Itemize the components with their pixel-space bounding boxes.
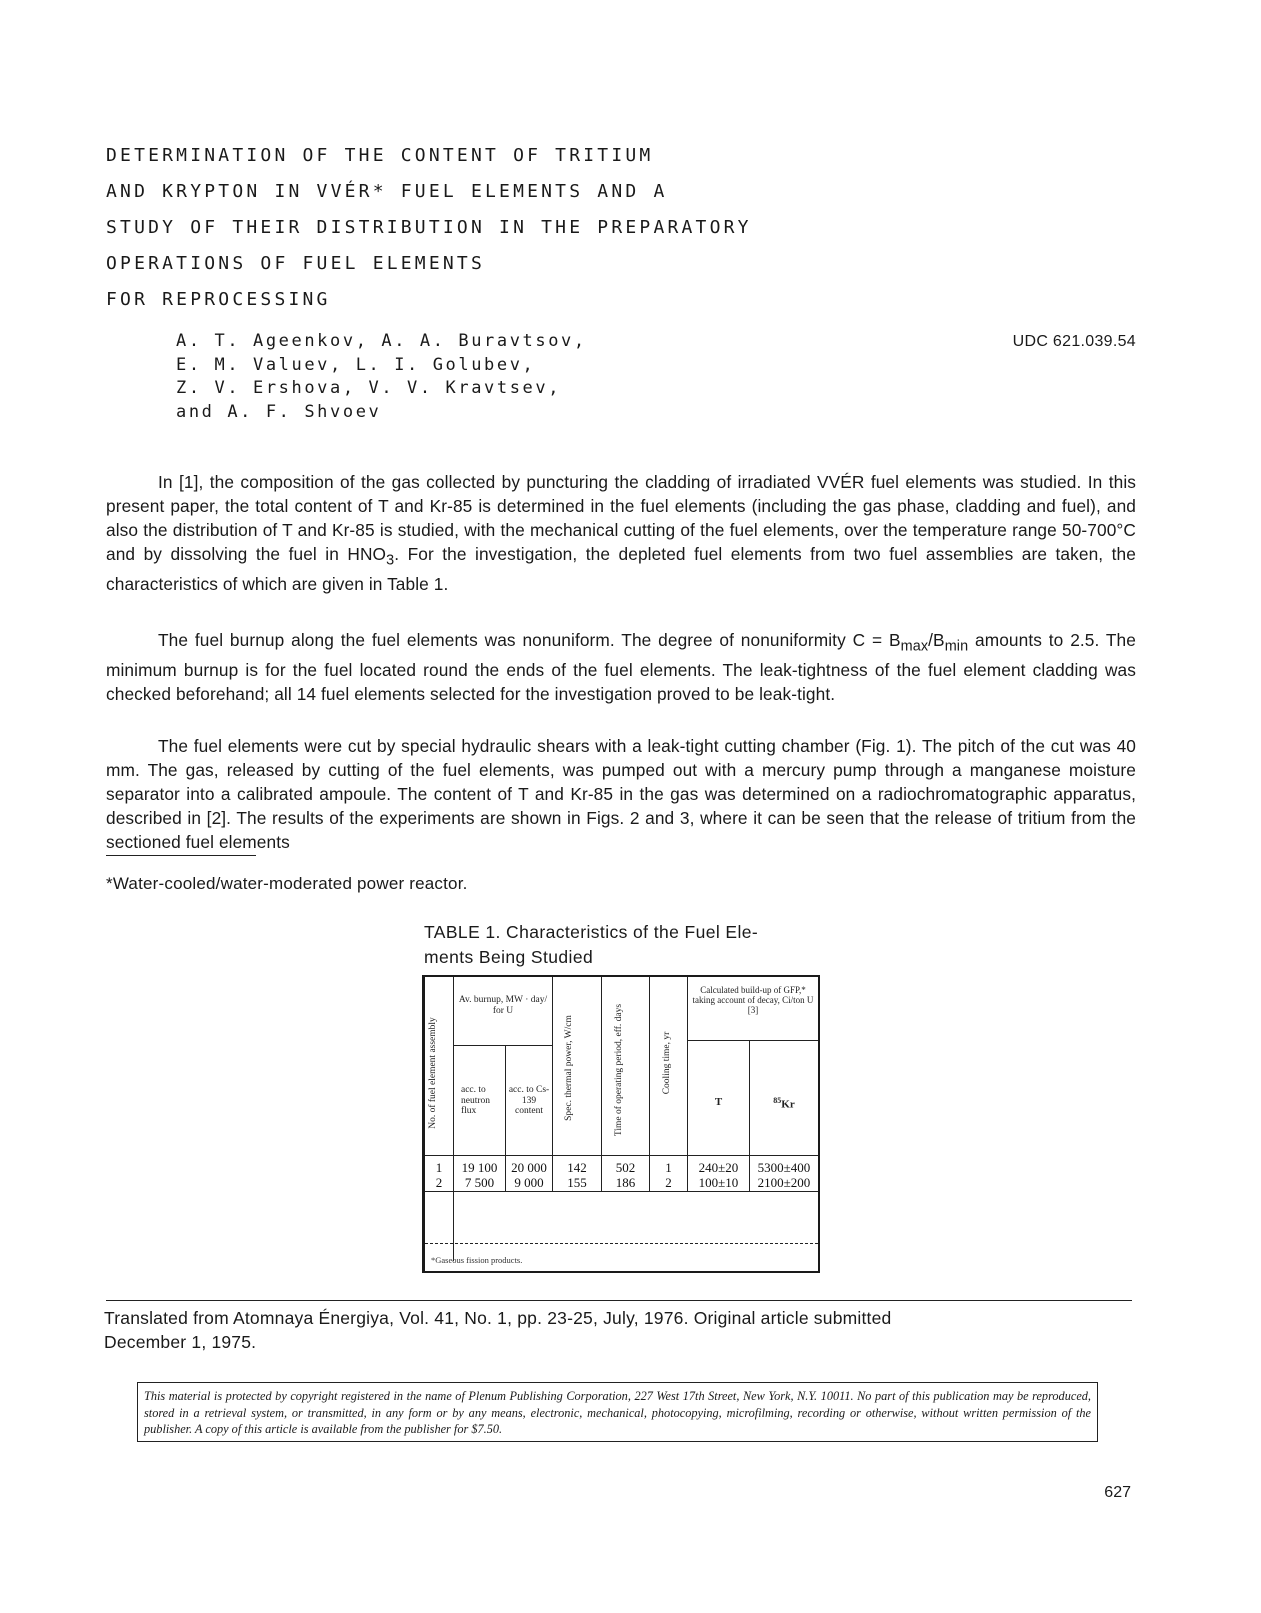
header-gfp-t: T xyxy=(714,1096,723,1108)
subscript: max xyxy=(900,638,929,655)
table-divider xyxy=(687,1040,818,1041)
table-footnote: *Gaseous fission products. xyxy=(431,1255,523,1265)
header-assembly-no: No. of fuel element assembly xyxy=(428,1017,438,1129)
header-gfp-group: Calculated build-up of GFP,* taking account of decay, Ci/ton U [3] xyxy=(692,985,814,1015)
cell-thermal-power: 142 xyxy=(567,1160,587,1175)
cell-gfp-t: 100±10 xyxy=(698,1175,739,1190)
author-line: and A. F. Shvoev xyxy=(176,401,382,422)
table-caption-line: ments Being Studied xyxy=(424,947,594,967)
characteristics-table xyxy=(422,975,820,1273)
paragraph-text: /B xyxy=(928,630,945,650)
paragraph-text: In [1], the composition of the gas collected by puncturing the cladding of irradiated VVÉR fuel elements was studied. In this present paper, the total content of T and Kr-85 is determined in the fuel elements (including the gas phase, cladding and fuel), and also the distribution of T and Kr-85 is studied, with the mechanical cutting of the fuel elements, over the temperature range 50-700°C and by dissolving the fuel in HNO xyxy=(106,472,1136,564)
paragraph-text: The fuel elements were cut by special hydraulic shears with a leak-tight cutting chamber (Fig. 1). The pitch of the cut was 40 mm. The gas, released by cutting of the fuel elements, was pumped out with a mercury pump through a manganese moisture separator into a calibrated ampoule. The content of T and Kr-85 in the gas was determined on a radiochromatographic apparatus, described in [2]. The results of the experiments are shown in Figs. 2 and 3, where it can be seen that the release of tritium from the sectioned fuel elements xyxy=(106,736,1136,852)
copyright-notice: This material is protected by copyright registered in the name of Plenum Publishing Corporation, 227 West 17th Street, New York, N.Y. 10011. No part of this publication may be reproduced, stored in a retrieval system, or transmitted, in any form or by any means, electronic, mechanical, photocopying, microfilming, recording or otherwise, without written permission of the publisher. A copy of this article is available from the publisher for $7.50. xyxy=(137,1382,1098,1442)
kr-isotope-sup: 85 xyxy=(773,1096,782,1105)
table-caption xyxy=(424,920,844,970)
cell-gfp-kr: 5300±400 xyxy=(757,1160,811,1175)
author-list xyxy=(176,330,696,424)
translation-line: Translated from Atomnaya Énergiya, Vol. 41, No. 1, pp. 23-25, July, 1976. Original article submitted xyxy=(104,1308,892,1328)
table-column-power xyxy=(553,1160,601,1190)
title-line: FOR REPROCESSING xyxy=(106,289,331,310)
article-title xyxy=(106,138,866,318)
header-burnup-group: Av. burnup, MW · day/ for U xyxy=(458,995,548,1016)
subscript: 3 xyxy=(386,552,395,569)
paragraph-text: . For the investigation, the depleted fuel elements from two fuel assemblies are taken, the characteristics of which are given in Table 1. xyxy=(106,544,1136,595)
translation-note xyxy=(104,1306,1134,1354)
table-row xyxy=(425,1160,453,1190)
header-burnup-cs: acc. to Cs-139 content xyxy=(508,1085,550,1116)
cell-cooling-time: 1 xyxy=(665,1160,672,1175)
header-burnup-neutron: acc. to neutron flux xyxy=(461,1085,491,1116)
paragraph-text: The fuel burnup along the fuel elements was nonuniform. The degree of nonuniformity C = B xyxy=(158,630,901,650)
table-divider xyxy=(425,1155,818,1156)
cell-burnup-cs: 9 000 xyxy=(514,1175,544,1190)
title-line: STUDY OF THEIR DISTRIBUTION IN THE PREPARATORY xyxy=(106,217,752,238)
paragraph-cutting xyxy=(106,734,1136,854)
table-divider xyxy=(453,1045,552,1046)
cell-gfp-t: 240±20 xyxy=(698,1160,739,1175)
cell-operating-time: 502 xyxy=(615,1160,636,1175)
cell-operating-time: 186 xyxy=(615,1175,636,1190)
table-column-cooling xyxy=(650,1160,687,1190)
table-column-neutron xyxy=(454,1160,505,1190)
translation-rule xyxy=(106,1300,1132,1301)
header-operating-time: Time of operating period, eff. days xyxy=(614,1003,624,1137)
kr-symbol: Kr xyxy=(781,1098,795,1111)
header-thermal-power: Spec. thermal power, W/cm xyxy=(564,1015,574,1121)
page-number: 627 xyxy=(1104,1484,1131,1501)
cell-assembly-no: 2 xyxy=(435,1175,443,1190)
table-divider xyxy=(425,1243,818,1244)
header-cooling-time: Cooling time, yr xyxy=(662,1031,672,1095)
cell-cooling-time: 2 xyxy=(665,1175,672,1190)
udc-code: UDC 621.039.54 xyxy=(1012,333,1136,350)
table-divider xyxy=(453,977,454,1261)
cell-assembly-no: 1 xyxy=(435,1160,443,1175)
author-line: Z. V. Ershova, V. V. Kravtsev, xyxy=(176,378,562,398)
title-line: AND KRYPTON IN VVÉR* FUEL ELEMENTS AND A xyxy=(106,181,668,202)
table-column-cs xyxy=(506,1160,552,1190)
cell-gfp-kr: 2100±200 xyxy=(757,1175,811,1190)
table-column-time xyxy=(602,1160,649,1190)
translation-line: December 1, 1975. xyxy=(104,1332,257,1352)
table-column-t xyxy=(688,1160,749,1190)
paragraph-intro xyxy=(106,470,1136,596)
table-caption-line: TABLE 1. Characteristics of the Fuel Ele- xyxy=(424,922,759,942)
cell-burnup-cs: 20 000 xyxy=(511,1160,547,1175)
paragraph-burnup xyxy=(106,628,1136,706)
author-line: A. T. Ageenkov, A. A. Buravtsov, xyxy=(176,331,587,351)
header-gfp-kr xyxy=(750,1096,818,1110)
cell-burnup-neutron: 19 100 xyxy=(461,1160,498,1175)
paragraph-text: amounts to 2.5. The minimum burnup is for the fuel located round the ends of the fuel elements. The leak-tightness of the fuel element cladding was checked beforehand; all 14 fuel elements selected for the investigation proved to be leak-tight. xyxy=(106,630,1136,705)
title-line: OPERATIONS OF FUEL ELEMENTS xyxy=(106,253,485,274)
cell-burnup-neutron: 7 500 xyxy=(464,1175,495,1190)
title-line: DETERMINATION OF THE CONTENT OF TRITIUM xyxy=(106,145,654,166)
subscript: min xyxy=(944,638,969,655)
table-divider xyxy=(425,1191,818,1192)
author-line: E. M. Valuev, L. I. Golubev, xyxy=(176,354,536,375)
footnote: *Water-cooled/water-moderated power reactor. xyxy=(106,874,468,893)
footnote-rule xyxy=(106,855,256,856)
cell-thermal-power: 155 xyxy=(567,1175,587,1190)
table-column-kr xyxy=(750,1160,818,1190)
